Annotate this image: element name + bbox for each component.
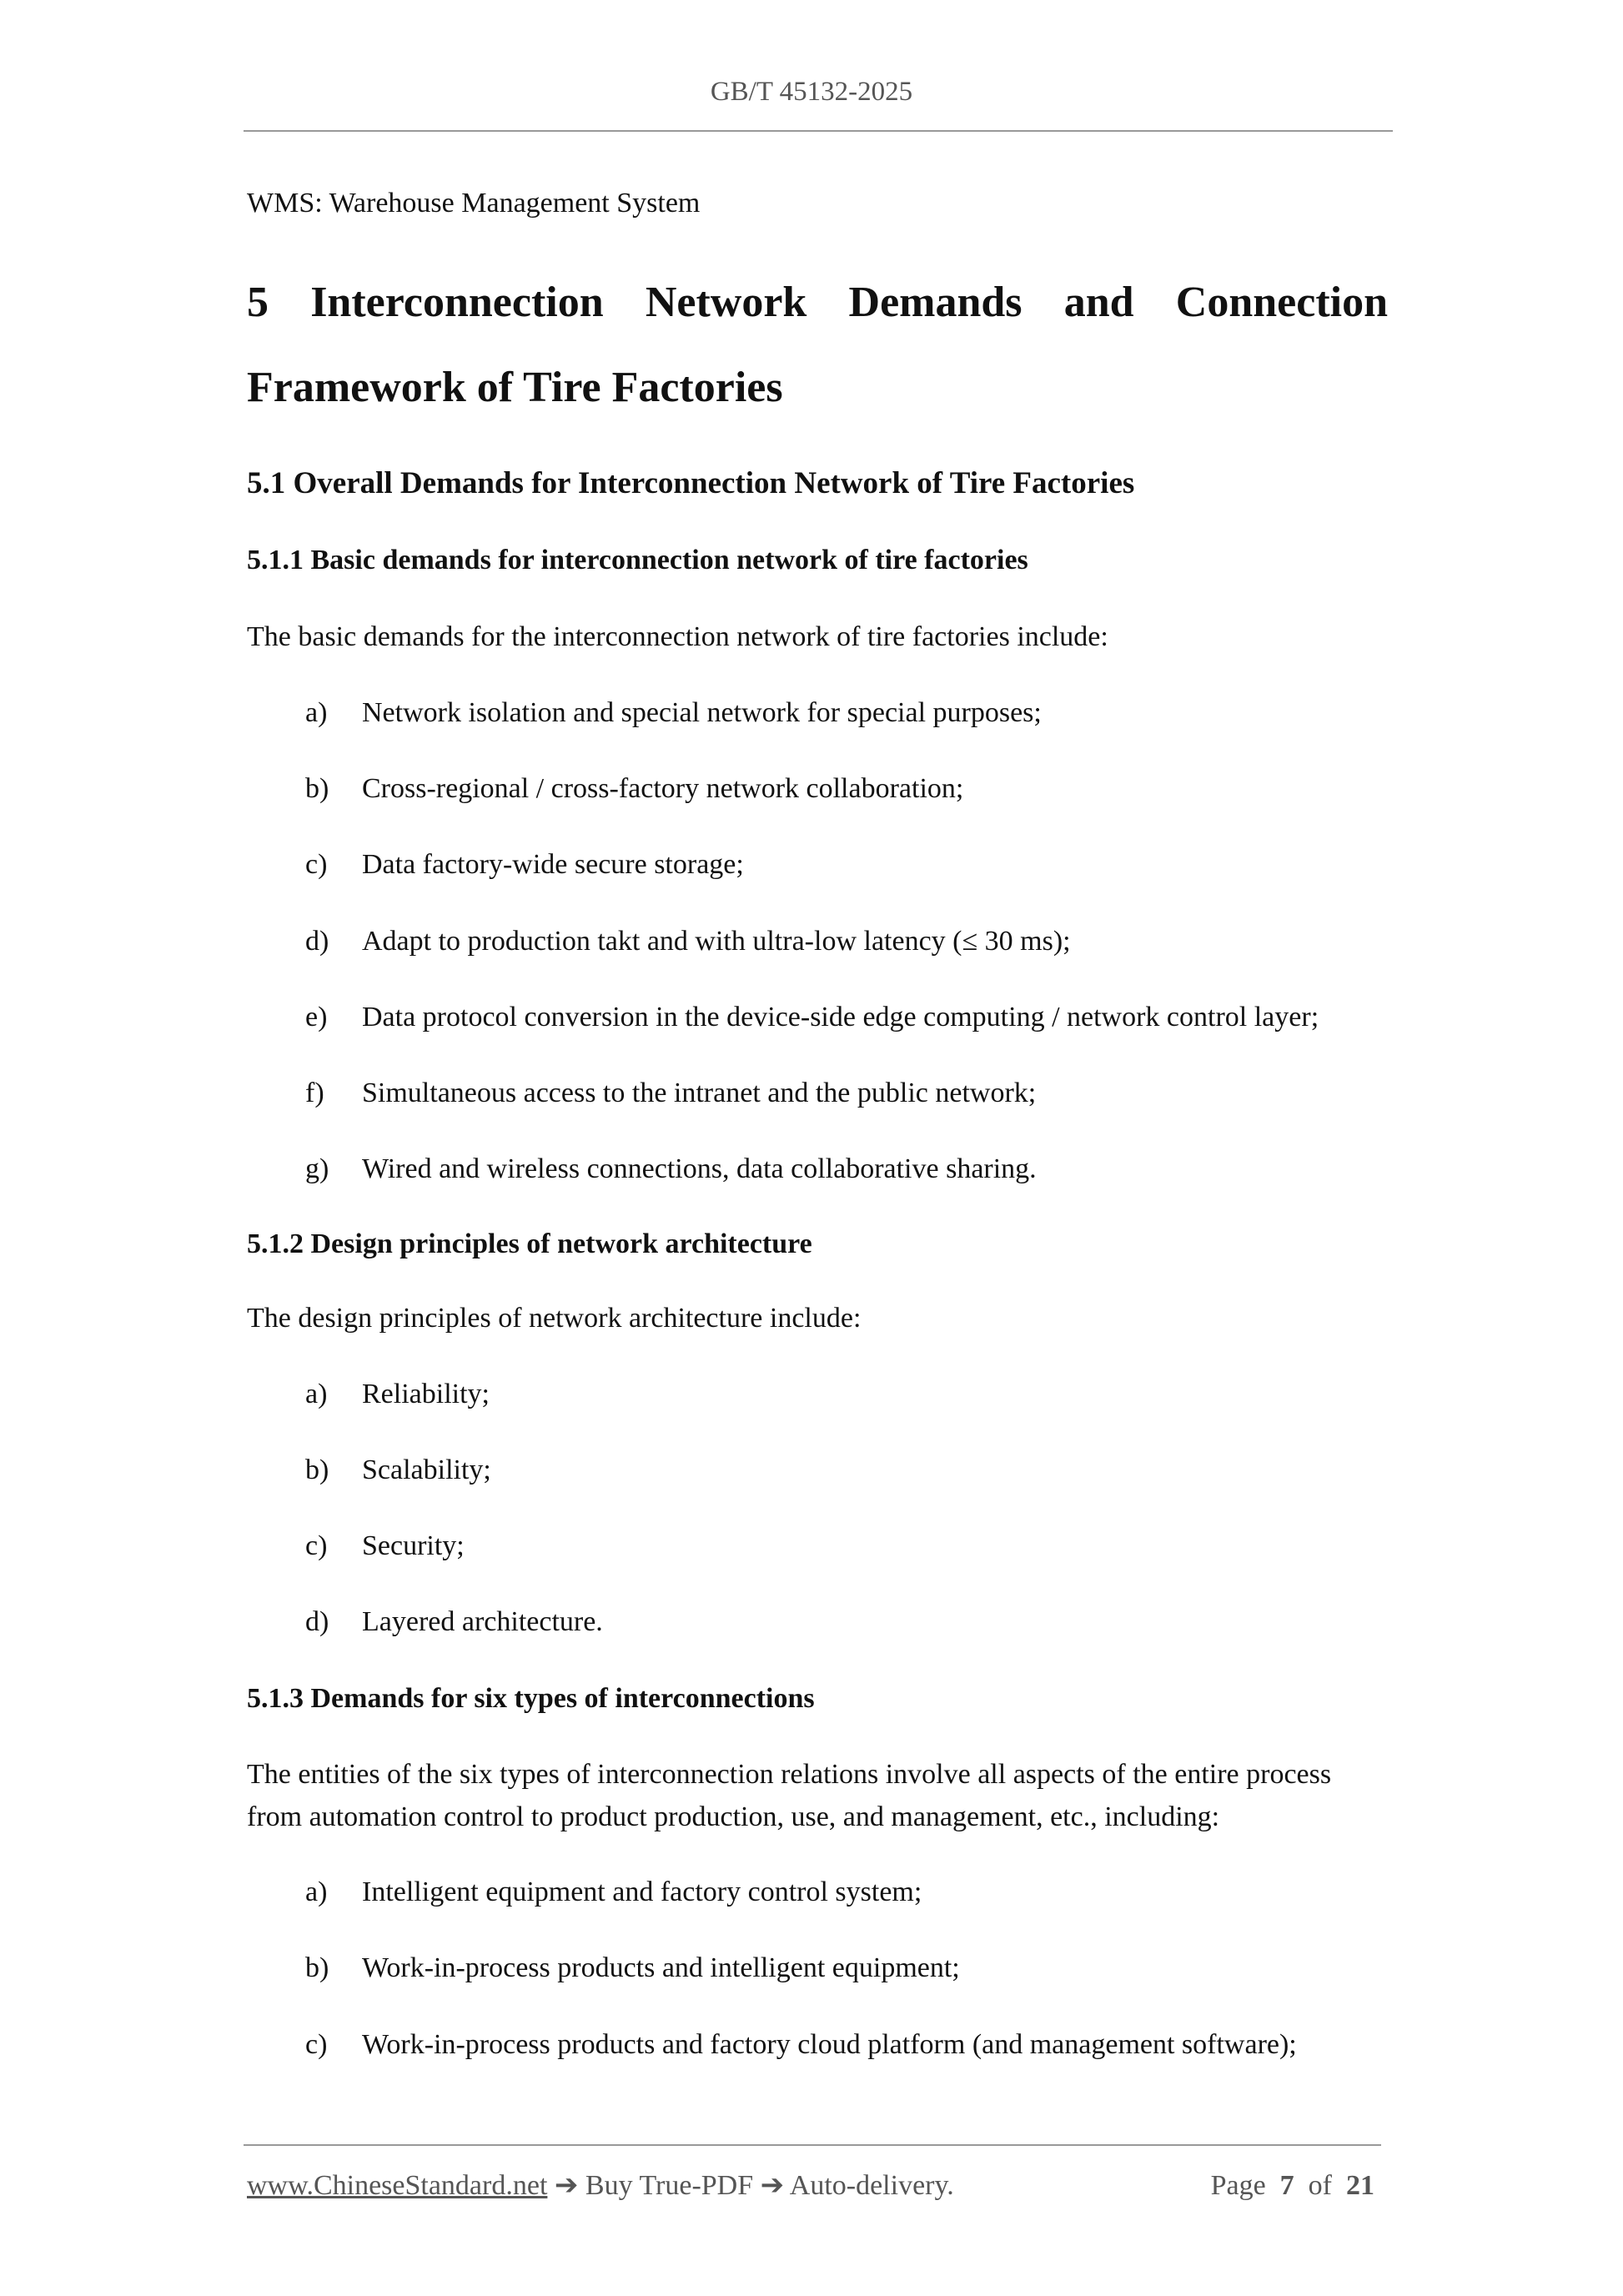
list-item-text: Network isolation and special network for special purposes; — [362, 697, 1042, 728]
list-item-label: b) — [305, 1454, 329, 1485]
abbreviation-wms: WMS: Warehouse Management System — [247, 188, 701, 219]
list-item-text: Reliability; — [362, 1379, 490, 1409]
list-item-text: Adapt to production takt and with ultra-low latency (≤ 30 ms); — [362, 925, 1071, 957]
section-5-1-1-title: 5.1.1 Basic demands for interconnection network of tire factories — [247, 545, 1028, 575]
list-item-label: f) — [305, 1078, 324, 1108]
list-item-text: Work-in-process products and intelligent equipment; — [362, 1952, 960, 1984]
footer-promo — [247, 2166, 954, 2206]
section-5-title-line2: Framework of Tire Factories — [247, 364, 783, 411]
list-item-label: d) — [305, 925, 329, 957]
section-5-1-3-title: 5.1.3 Demands for six types of interconnections — [247, 1683, 815, 1714]
list-item-text: Wired and wireless connections, data collaborative sharing. — [362, 1153, 1037, 1185]
arrow-right-icon: ➔ — [760, 2170, 785, 2201]
list-item-label: c) — [305, 849, 328, 881]
arrow-right-icon: ➔ — [554, 2170, 579, 2201]
section-5-1-2-intro: The design principles of network architecture include: — [247, 1303, 862, 1334]
list-item-text: Simultaneous access to the intranet and the public network; — [362, 1078, 1037, 1108]
list-item-text: Work-in-process products and factory cloud platform (and management software); — [362, 2028, 1297, 2060]
section-5-1-3-intro-line2: from automation control to product production, use, and management, etc., including: — [247, 1801, 1220, 1832]
document-id-header: GB/T 45132-2025 — [710, 77, 913, 107]
list-item-text: Data protocol conversion in the device-side edge computing / network control layer; — [362, 1001, 1319, 1032]
list-item-label: b) — [305, 1952, 329, 1984]
list-item-label: b) — [305, 773, 329, 805]
list-item-label: c) — [305, 2028, 328, 2060]
page-number — [1211, 2166, 1374, 2206]
buy-true-pdf-text: Buy True-PDF — [585, 2170, 754, 2201]
list-item-text: Data factory-wide secure storage; — [362, 849, 744, 881]
auto-delivery-text: Auto-delivery. — [789, 2170, 954, 2201]
list-item-label: a) — [305, 1379, 328, 1409]
current-page: 7 — [1279, 2170, 1294, 2201]
section-5-title-line1: 5 Interconnection Network Demands and Connection — [247, 279, 1388, 326]
list-item-label: a) — [305, 697, 328, 728]
list-item-text: Scalability; — [362, 1454, 491, 1485]
section-5-1-title: 5.1 Overall Demands for Interconnection Network of Tire Factories — [247, 466, 1135, 500]
list-item-text: Cross-regional / cross-factory network collaboration; — [362, 773, 964, 805]
header-divider — [244, 130, 1393, 132]
list-item-label: d) — [305, 1606, 329, 1637]
list-item-text: Intelligent equipment and factory control system; — [362, 1876, 922, 1907]
footer-divider — [244, 2144, 1381, 2146]
list-item-text: Layered architecture. — [362, 1606, 603, 1637]
list-item-label: e) — [305, 1001, 328, 1032]
chinesestandard-link[interactable]: www.ChineseStandard.net — [247, 2170, 548, 2201]
of-label: of — [1308, 2170, 1332, 2201]
total-pages: 21 — [1346, 2170, 1374, 2201]
section-5-1-2-title: 5.1.2 Design principles of network architecture — [247, 1228, 812, 1259]
list-item-label: c) — [305, 1530, 328, 1561]
list-item-label: a) — [305, 1876, 328, 1907]
list-item-text: Security; — [362, 1530, 465, 1561]
list-item-label: g) — [305, 1153, 329, 1185]
page-label: Page — [1210, 2170, 1266, 2201]
section-5-1-3-intro-line1: The entities of the six types of interconnection relations involve all aspects of the entire process — [247, 1759, 1332, 1790]
section-5-1-1-intro: The basic demands for the interconnection network of tire factories include: — [247, 621, 1108, 652]
